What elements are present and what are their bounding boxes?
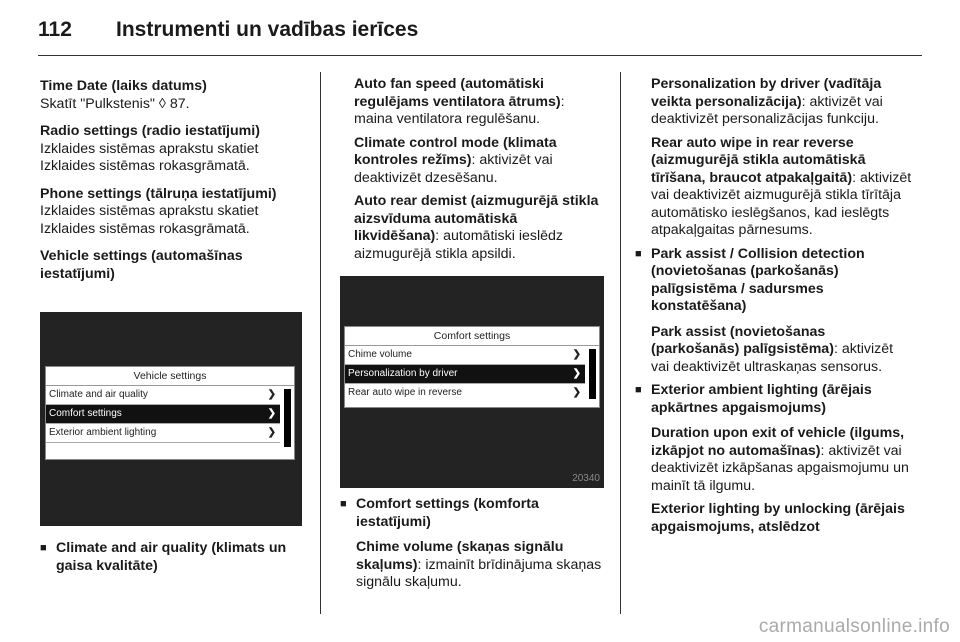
- paragraph: [651, 135, 913, 240]
- chevron-right-icon: ❯: [267, 427, 276, 438]
- description: : aktivizēt vai deaktivizēt personalizācijas funkciju.: [651, 93, 883, 127]
- menu-item: [345, 384, 585, 402]
- menu-item-label: Comfort settings: [49, 408, 122, 419]
- vehicle-settings-screenshot: [40, 312, 302, 526]
- paragraph: [40, 186, 302, 239]
- page-number: 112: [38, 18, 72, 41]
- chevron-right-icon: ❯: [572, 349, 581, 360]
- term: Vehicle settings (automašīnas iestatījumi): [40, 248, 243, 282]
- figure-number: 20340: [572, 473, 600, 484]
- watermark: carmanualsonline.info: [758, 616, 950, 637]
- paragraph: [40, 123, 302, 176]
- description: : aktivizēt vai deaktivizēt ultraskaņas sensorus.: [651, 341, 894, 375]
- paragraph: [651, 501, 913, 536]
- description: : maina ventilatora regulēšanu.: [354, 93, 565, 127]
- page-header: [38, 18, 418, 48]
- chevron-right-icon: ❯: [572, 368, 581, 379]
- scrollbar: [589, 349, 596, 399]
- chevron-right-icon: ❯: [267, 408, 276, 419]
- term: Time Date (laiks datums): [40, 78, 207, 94]
- description: : automātiski ieslēdz aizmugurējā stikla apsildi.: [354, 228, 563, 262]
- chevron-right-icon: ❯: [267, 389, 276, 400]
- menu-item-label: Climate and air quality: [49, 389, 148, 400]
- menu-title: Comfort settings: [345, 327, 599, 346]
- term: Exterior lighting by unlocking (ārējais apgaismojums, atslēdzot: [651, 501, 905, 535]
- menu-title: Vehicle settings: [46, 367, 294, 386]
- description: : aktivizēt vai deaktivizēt izkāpšanas apgaismojumu un mainīt tā ilgumu.: [651, 442, 909, 494]
- bullet-item: [40, 540, 318, 575]
- term: Exterior ambient lighting (ārējais apkārtnes apgaismojums): [651, 382, 872, 416]
- description: Izklaides sistēmas aprakstu skatiet Izklaides sistēmas rokasgrāmatā.: [40, 140, 259, 174]
- term: Rear auto wipe in rear reverse (aizmugurējā stikla automātiskā tīrīšana, braucot atpakaļgaitā): [651, 134, 866, 186]
- column-2-lower: [340, 496, 604, 602]
- scrollbar: [284, 389, 291, 447]
- description: : aktivizēt vai deaktivizēt dzesēšanu.: [354, 152, 553, 186]
- paragraph: [354, 76, 604, 129]
- paragraph: [651, 76, 913, 129]
- term: Climate and air quality (klimats un gaisa kvalitāte): [56, 540, 287, 574]
- settings-menu: [45, 366, 295, 460]
- bullet-icon: ■: [340, 498, 347, 510]
- paragraph: [651, 425, 913, 495]
- paragraph: [354, 135, 604, 188]
- paragraph: [354, 193, 604, 263]
- menu-item: [46, 424, 280, 443]
- bullet-icon: ■: [635, 384, 642, 396]
- menu-item-label: Chime volume: [348, 349, 412, 360]
- term: Park assist (novietošanas (parkošanās) palīgsistēma): [651, 323, 834, 357]
- column-1: [40, 78, 302, 293]
- term: Phone settings (tālruņa iestatījumi): [40, 185, 277, 202]
- chevron-right-icon: ❯: [572, 387, 581, 398]
- paragraph: [340, 539, 604, 592]
- comfort-settings-screenshot: [340, 276, 604, 488]
- term: Personalization by driver (vadītāja veikta personalizācija): [651, 76, 882, 110]
- description: Izklaides sistēmas aprakstu skatiet Izklaides sistēmas rokasgrāmatā.: [40, 203, 259, 237]
- term: Chime volume (skaņas signālu skaļums): [356, 539, 564, 573]
- bullet-item: [635, 246, 913, 316]
- term: Duration upon exit of vehicle (ilgums, izkāpjot no automašīnas): [651, 425, 905, 459]
- term: Radio settings (radio iestatījumi): [40, 123, 260, 139]
- page-title: Instrumenti un vadības ierīces: [116, 18, 419, 41]
- column-3: [635, 76, 913, 542]
- bullet-item: [635, 382, 913, 417]
- paragraph: [651, 324, 913, 377]
- menu-item-label: Rear auto wipe in reverse: [348, 387, 462, 398]
- column-2: [354, 76, 604, 269]
- bullet-icon: ■: [40, 542, 47, 554]
- term: Park assist / Collision detection (novietošanas (parkošanās) palīgsistēma / sadursmes konstatēšana): [651, 245, 865, 314]
- description: : aktivizēt vai deaktivizēt aizmugurējā stikla tīrītāja automātisko ieslēgšanos, kad ieslēgts atpakaļgaitas pārnesums.: [651, 169, 912, 238]
- term: Comfort settings (komforta iestatījumi): [356, 496, 539, 530]
- menu-item-label: Exterior ambient lighting: [49, 427, 157, 438]
- description: : izmainīt brīdinājuma skaņas signālu skaļumu.: [356, 556, 602, 590]
- menu-item: [46, 386, 280, 405]
- header-rule: [38, 55, 922, 56]
- menu-item-label: Personalization by driver: [348, 368, 458, 379]
- bullet-icon: ■: [635, 247, 642, 260]
- description: Skatīt "Pulkstenis" ◊ 87.: [40, 95, 190, 112]
- paragraph: [40, 78, 302, 113]
- settings-menu: [344, 326, 600, 408]
- term: Auto rear demist (aizmugurējā stikla aizsvīduma automātiskā likvidēšana): [354, 193, 599, 244]
- menu-item-selected: [345, 365, 585, 384]
- column-divider: [320, 72, 321, 614]
- bullet-item: [340, 496, 604, 531]
- menu-item-selected: [46, 405, 280, 424]
- column-divider: [620, 72, 621, 614]
- paragraph: [40, 248, 302, 283]
- term: Auto fan speed (automātiski regulējams ventilatora ātrums): [354, 76, 561, 110]
- menu-item: [345, 346, 585, 365]
- term: Climate control mode (klimata kontroles režīms): [354, 134, 557, 168]
